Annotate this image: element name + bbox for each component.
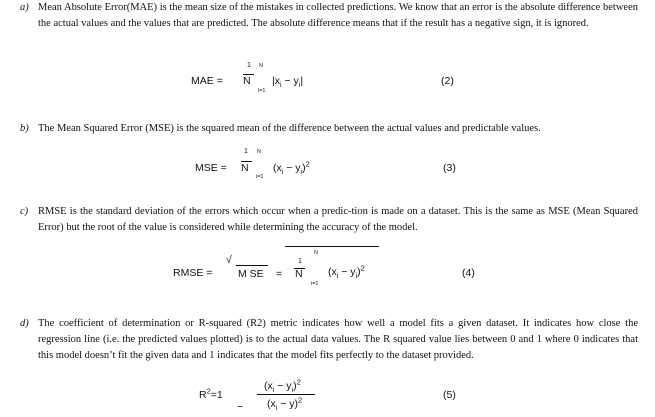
sqrt-inner: M SE: [238, 268, 264, 280]
equation-lhs: $R^2=1$: [199, 386, 223, 401]
sum-lower-limit: i=1: [256, 174, 264, 180]
sum-upper-limit: N: [259, 63, 263, 69]
section-text: The Mean Squared Error (MSE) is the squared mean of the difference between the actual values and predictable values.: [38, 123, 541, 134]
fraction-numerator: 1: [298, 258, 302, 265]
equation-term: $|x_i - y_i|$: [272, 75, 304, 90]
equation-number: (5): [443, 389, 456, 401]
section-d: [20, 316, 638, 364]
fraction-denominator: N: [241, 162, 249, 174]
fraction-denominator: N: [243, 75, 251, 87]
equation-number: (2): [441, 75, 454, 87]
equation-lhs: MAE =: [191, 75, 223, 87]
section-a: [20, 0, 638, 32]
sqrt-bar: [236, 265, 268, 266]
fraction-bar: [257, 394, 315, 395]
section-c: [20, 204, 638, 236]
sum-lower-limit: i=1: [311, 281, 319, 287]
section-marker: d): [20, 318, 29, 329]
equation-term: $(x_i - y_i)^2$: [273, 159, 310, 177]
section-b: [20, 121, 638, 137]
section-marker: c): [20, 206, 29, 217]
section-text: The coefficient of determination or R-squared (R2) metric indicates how well a model fits a given dataset. It indicates how close the regression line (i.e. the predicted values plotted) is to the actual data values. The R squared value lies between 0 and 1 where 0 indicates that this model doesn’t fit the given data and 1 indicates that the model fits perfectly to the dataset provided.: [38, 318, 638, 361]
fraction-numerator: $(x_i - y_i)^2$: [264, 377, 301, 395]
fraction-numerator: 1: [244, 148, 248, 155]
sum-upper-limit: N: [314, 250, 318, 256]
equation-term: $(x_i - y_i)^2$: [328, 263, 365, 281]
fraction-numerator: 1: [247, 62, 251, 69]
sum-lower-limit: i=1: [258, 88, 266, 94]
fraction-denominator: N: [295, 268, 303, 280]
sum-upper-limit: N: [257, 149, 261, 155]
equation-lhs: MSE =: [195, 162, 227, 174]
equation-number: (4): [462, 267, 475, 279]
minus-sign: −: [237, 401, 244, 413]
equals-sign: =: [276, 268, 283, 280]
section-marker: a): [20, 2, 29, 13]
section-text: RMSE is the standard deviation of the errors which occur when a predic-tion is made on a dataset. This is the same as MSE (Mean Squared Error) but the root of the value is considered while determining the accuracy of the model.: [38, 206, 638, 233]
fraction-denominator: $(x_i - y)^2$: [267, 395, 303, 413]
section-text: Mean Absolute Error(MAE) is the mean size of the mistakes in collected predictions. We know that an error is the absolute difference between the actual values and the values that are predicted. The absolute difference means that if the result has a negative sign, it is ignored.: [38, 2, 638, 29]
section-marker: b): [20, 123, 29, 134]
sqrt-symbol: √: [226, 254, 232, 266]
outer-root-bar: [285, 246, 379, 247]
equation-number: (3): [443, 162, 456, 174]
equation-lhs: RMSE =: [173, 267, 213, 279]
